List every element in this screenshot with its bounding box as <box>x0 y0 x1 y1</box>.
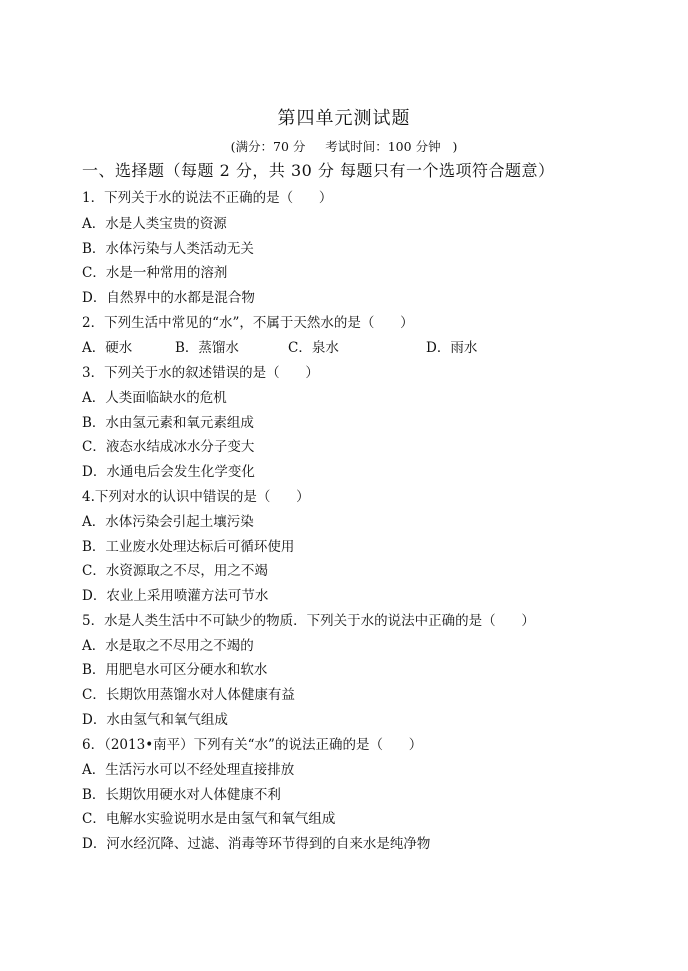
question-2-option-d: D．雨水 <box>426 340 478 356</box>
question-4-stem: 4.下列对水的认识中错误的是（ ） <box>82 489 310 505</box>
question-4-option-d: D．农业上采用喷灌方法可节水 <box>82 588 269 604</box>
question-5-option-a: A．水是取之不尽用之不竭的 <box>82 638 254 654</box>
question-1-option-d: D．自然界中的水都是混合物 <box>82 290 255 306</box>
question-5-option-b: B．用肥皂水可区分硬水和软水 <box>82 662 268 678</box>
question-4-option-a: A．水体污染会引起土壤污染 <box>82 514 254 530</box>
question-2-option-a: A．硬水 <box>82 340 133 356</box>
question-6-option-c: C．电解水实验说明水是由氢气和氧气组成 <box>82 811 336 827</box>
question-1-option-c: C．水是一种常用的溶剂 <box>82 265 228 281</box>
question-4-option-b: B．工业废水处理达标后可循环使用 <box>82 539 295 555</box>
question-3-option-a: A．人类面临缺水的危机 <box>82 390 227 406</box>
question-1-option-a: A．水是人类宝贵的资源 <box>82 216 227 232</box>
page-title: 第四单元测试题 <box>277 108 411 129</box>
question-2-options <box>82 339 582 357</box>
question-2-option-c: C．泉水 <box>288 340 339 356</box>
question-6-option-d: D．河水经沉降、过滤、消毒等环节得到的自来水是纯净物 <box>82 836 431 852</box>
question-1-stem: 1．下列关于水的说法不正确的是（ ） <box>82 190 333 206</box>
question-1-option-b: B．水体污染与人类活动无关 <box>82 241 254 257</box>
question-5-option-d: D．水由氢气和氧气组成 <box>82 712 228 728</box>
question-2-option-b: B．蒸馏水 <box>175 340 239 356</box>
question-5-stem: 5．水是人类生活中不可缺少的物质．下列关于水的说法中正确的是（ ） <box>82 613 535 629</box>
question-6-option-b: B．长期饮用硬水对人体健康不利 <box>82 787 281 803</box>
question-3-option-c: C．液态水结成冰水分子变大 <box>82 439 255 455</box>
question-2-stem: 2．下列生活中常见的“水”，不属于天然水的是（ ） <box>82 315 414 331</box>
question-3-option-b: B．水由氢元素和氧元素组成 <box>82 415 254 431</box>
question-3-option-d: D．水通电后会发生化学变化 <box>82 464 255 480</box>
question-6-option-a: A．生活污水可以不经处理直接排放 <box>82 762 295 778</box>
section-heading: 一、选择题（每题 2 分，共 30 分 每题只有一个选项符合题意） <box>82 161 555 180</box>
question-6-stem: 6．（2013•南平）下列有关“水”的说法正确的是（ ） <box>82 737 423 753</box>
exam-info: (满分：70 分 考试时间：100 分钟 ) <box>230 139 458 154</box>
question-4-option-c: C．水资源取之不尽，用之不竭 <box>82 563 268 579</box>
question-3-stem: 3．下列关于水的叙述错误的是（ ） <box>82 365 319 381</box>
question-5-option-c: C．长期饮用蒸馏水对人体健康有益 <box>82 687 295 703</box>
